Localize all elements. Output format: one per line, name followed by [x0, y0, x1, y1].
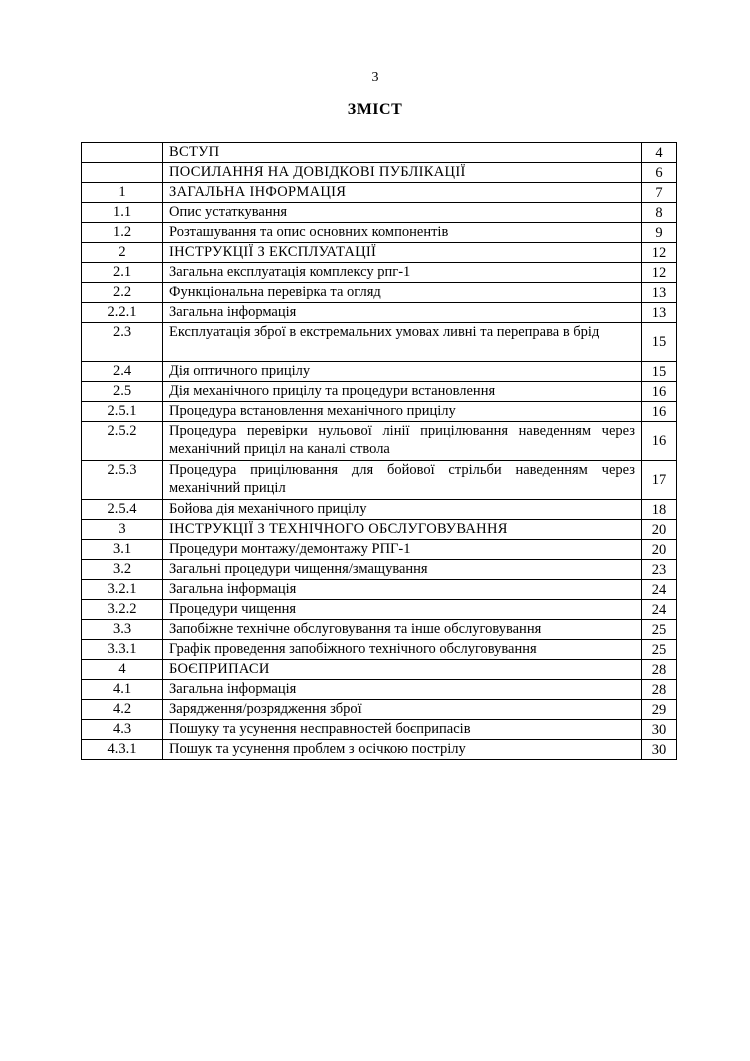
toc-page-number: 13 [642, 283, 677, 303]
toc-page-number: 30 [642, 720, 677, 740]
toc-row [82, 720, 677, 740]
toc-section-number: 3 [82, 520, 163, 540]
toc-row [82, 323, 677, 362]
toc-row [82, 600, 677, 620]
toc-section-number: 3.3 [82, 620, 163, 640]
toc-page-number: 7 [642, 183, 677, 203]
toc-row [82, 660, 677, 680]
toc-section-number: 2.3 [82, 323, 163, 362]
toc-page-number: 16 [642, 422, 677, 461]
toc-section-title: Бойова дія механічного прицілу [163, 500, 642, 520]
toc-section-number: 2.2 [82, 283, 163, 303]
toc-section-number: 2.5.3 [82, 461, 163, 500]
toc-row [82, 580, 677, 600]
toc-section-title: Запобіжне технічне обслуговування та інше обслуговування [163, 620, 642, 640]
toc-section-title: ЗАГАЛЬНА ІНФОРМАЦІЯ [163, 183, 642, 203]
toc-row [82, 520, 677, 540]
toc-page-number: 20 [642, 520, 677, 540]
toc-page-number: 30 [642, 740, 677, 760]
toc-page-number: 28 [642, 660, 677, 680]
toc-page-number: 15 [642, 362, 677, 382]
toc-row [82, 362, 677, 382]
toc-table [81, 142, 677, 760]
toc-page-number: 12 [642, 263, 677, 283]
toc-row [82, 540, 677, 560]
toc-row [82, 183, 677, 203]
toc-section-title: Зарядження/розрядження зброї [163, 700, 642, 720]
toc-section-title: Загальна інформація [163, 680, 642, 700]
toc-section-number: 2.5.1 [82, 402, 163, 422]
toc-section-number: 3.1 [82, 540, 163, 560]
toc-row [82, 740, 677, 760]
toc-section-title: Дія механічного прицілу та процедури встановлення [163, 382, 642, 402]
toc-section-title: Загальна інформація [163, 303, 642, 323]
toc-section-title: Процедура встановлення механічного прицілу [163, 402, 642, 422]
toc-page-number: 12 [642, 243, 677, 263]
toc-section-number [82, 163, 163, 183]
toc-section-number: 2.5.2 [82, 422, 163, 461]
toc-section-number: 4.1 [82, 680, 163, 700]
toc-row [82, 620, 677, 640]
toc-section-number: 3.2.2 [82, 600, 163, 620]
toc-section-number: 3.2.1 [82, 580, 163, 600]
toc-row [82, 560, 677, 580]
toc-row [82, 700, 677, 720]
toc-section-number: 2.1 [82, 263, 163, 283]
toc-section-number: 3.2 [82, 560, 163, 580]
toc-section-number: 3.3.1 [82, 640, 163, 660]
toc-section-title: БОЄПРИПАСИ [163, 660, 642, 680]
toc-row [82, 680, 677, 700]
toc-page-number: 6 [642, 163, 677, 183]
toc-page-number: 17 [642, 461, 677, 500]
toc-page-number: 25 [642, 640, 677, 660]
toc-row [82, 402, 677, 422]
toc-section-number: 2.4 [82, 362, 163, 382]
toc-row [82, 640, 677, 660]
toc-section-number: 2.5 [82, 382, 163, 402]
toc-row [82, 500, 677, 520]
toc-section-number: 2 [82, 243, 163, 263]
toc-page-number: 16 [642, 402, 677, 422]
toc-section-number: 4.2 [82, 700, 163, 720]
toc-row [82, 223, 677, 243]
toc-row [82, 243, 677, 263]
toc-section-number: 4.3.1 [82, 740, 163, 760]
toc-body [82, 143, 677, 760]
toc-page-number: 9 [642, 223, 677, 243]
toc-page-number: 18 [642, 500, 677, 520]
toc-page-number: 15 [642, 323, 677, 362]
toc-row [82, 303, 677, 323]
toc-row [82, 263, 677, 283]
toc-section-title: Загальні процедури чищення/змащування [163, 560, 642, 580]
toc-section-title: ВСТУП [163, 143, 642, 163]
toc-section-title: Пошуку та усунення несправностей боєприпасів [163, 720, 642, 740]
toc-section-number: 2.5.4 [82, 500, 163, 520]
toc-section-number [82, 143, 163, 163]
toc-section-title: Процедура прицілювання для бойової стрільби наведенням через механічний приціл [163, 461, 642, 500]
toc-section-title: Функціональна перевірка та огляд [163, 283, 642, 303]
toc-row [82, 203, 677, 223]
page-number: 3 [371, 70, 379, 85]
toc-section-title: Процедура перевірки нульової лінії прицілювання наведенням через механічний приціл на каналі ствола [163, 422, 642, 461]
toc-title: ЗМІСТ [347, 101, 403, 118]
toc-section-number: 2.2.1 [82, 303, 163, 323]
toc-section-title: Експлуатація зброї в екстремальних умовах ливні та переправа в брід [163, 323, 642, 362]
toc-section-title: Пошук та усунення проблем з осічкою пострілу [163, 740, 642, 760]
toc-row [82, 143, 677, 163]
toc-page-number: 13 [642, 303, 677, 323]
toc-section-number: 1.2 [82, 223, 163, 243]
toc-page-number: 20 [642, 540, 677, 560]
toc-page-number: 4 [642, 143, 677, 163]
toc-section-title: Загальна інформація [163, 580, 642, 600]
toc-section-title: ПОСИЛАННЯ НА ДОВІДКОВІ ПУБЛІКАЦІЇ [163, 163, 642, 183]
toc-row [82, 283, 677, 303]
toc-row [82, 382, 677, 402]
toc-row [82, 163, 677, 183]
toc-section-title: Дія оптичного прицілу [163, 362, 642, 382]
toc-section-title: Загальна експлуатація комплексу рпг-1 [163, 263, 642, 283]
toc-section-title: ІНСТРУКЦІЇ З ТЕХНІЧНОГО ОБСЛУГОВУВАННЯ [163, 520, 642, 540]
toc-row [82, 461, 677, 500]
toc-section-title: ІНСТРУКЦІЇ З ЕКСПЛУАТАЦІЇ [163, 243, 642, 263]
toc-page-number: 8 [642, 203, 677, 223]
toc-page-number: 24 [642, 600, 677, 620]
toc-page-number: 24 [642, 580, 677, 600]
toc-page-number: 23 [642, 560, 677, 580]
toc-section-title: Процедури монтажу/демонтажу РПГ-1 [163, 540, 642, 560]
toc-section-number: 4.3 [82, 720, 163, 740]
toc-section-title: Процедури чищення [163, 600, 642, 620]
toc-page-number: 16 [642, 382, 677, 402]
toc-section-title: Розташування та опис основних компонентів [163, 223, 642, 243]
toc-section-number: 1.1 [82, 203, 163, 223]
toc-section-number: 4 [82, 660, 163, 680]
toc-row [82, 422, 677, 461]
toc-section-number: 1 [82, 183, 163, 203]
toc-section-title: Опис устаткування [163, 203, 642, 223]
toc-page-number: 25 [642, 620, 677, 640]
toc-page-number: 28 [642, 680, 677, 700]
toc-page-number: 29 [642, 700, 677, 720]
toc-section-title: Графік проведення запобіжного технічного обслуговування [163, 640, 642, 660]
